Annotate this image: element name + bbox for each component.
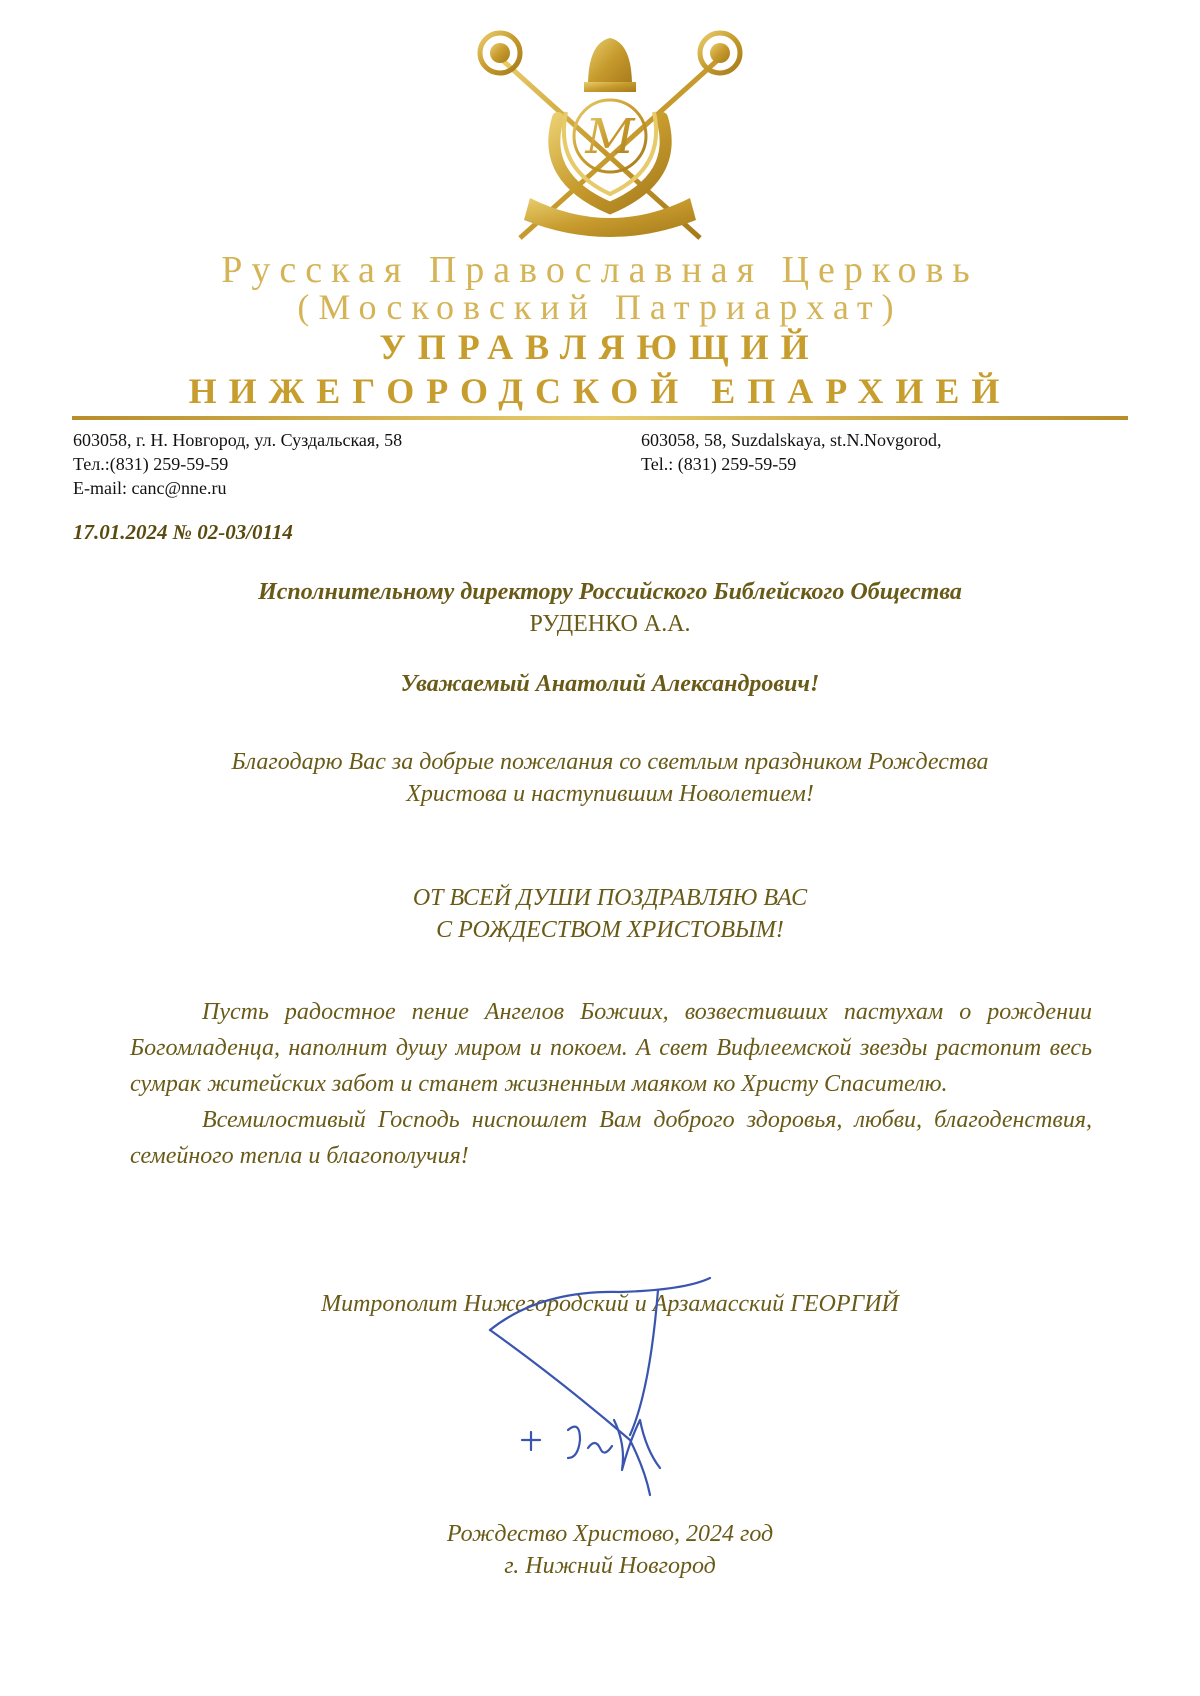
handwritten-signature xyxy=(480,1270,720,1500)
closing-occasion: Рождество Христово, 2024 год xyxy=(446,1521,774,1547)
diocese-emblem xyxy=(470,8,750,248)
congratulation-line-1: ОТ ВСЕЙ ДУШИ ПОЗДРАВЛЯЮ ВАС xyxy=(412,885,808,911)
letter-body xyxy=(130,994,1092,1174)
svg-text:М: М xyxy=(585,109,635,165)
thanks-line-1: Благодарю Вас за добрые пожелания со светлым праздником Рождества xyxy=(231,749,989,775)
patriarchate-name: (Московский Патриархат) xyxy=(297,287,903,327)
thanks-text xyxy=(0,746,1200,810)
body-paragraph-2: Всемилостивый Господь ниспошлет Вам доброго здоровья, любви, благоденствия, семейного тепла и благополучия! xyxy=(130,1107,1092,1169)
outgoing-reference: 17.01.2024 № 02-03/0114 xyxy=(73,520,293,544)
church-name: Русская Православная Церковь xyxy=(221,249,979,291)
greeting: Уважаемый Анатолий Александрович! xyxy=(400,671,820,697)
signer: Митрополит Нижегородский и Арзамасский ГЕОРГИЙ xyxy=(321,1291,899,1317)
congratulation-line-2: С РОЖДЕСТВОМ ХРИСТОВЫМ! xyxy=(436,917,784,943)
office-title-line2: НИЖЕГОРОДСКОЙ ЕПАРХИЕЙ xyxy=(188,371,1012,411)
phone-en: Tel.: (831) 259-59-59 xyxy=(641,454,797,474)
body-paragraph-1: Пусть радостное пение Ангелов Божиих, возвестивших пастухам о рождении Богомладенца, наполнит душу миром и покоем. А свет Вифлеемской звезды растопит весь сумрак житейских забот и станет жизненным маяком ко Христу Спасителю. xyxy=(130,999,1092,1097)
recipient-name: РУДЕНКО А.А. xyxy=(529,611,691,637)
contacts-english xyxy=(641,428,941,476)
office-title-line1: УПРАВЛЯЮЩИЙ xyxy=(379,327,821,367)
header-divider xyxy=(72,416,1128,420)
congratulation xyxy=(0,882,1200,946)
contacts-russian xyxy=(73,428,402,500)
address-en: 603058, 58, Suzdalskaya, st.N.Novgorod, xyxy=(641,430,942,450)
closing-place: г. Нижний Новгород xyxy=(504,1553,716,1579)
emblem-crest-icon xyxy=(470,8,750,248)
phone-ru: Тел.:(831) 259-59-59 xyxy=(73,454,229,474)
email: E-mail: canc@nne.ru xyxy=(73,478,227,498)
signature-icon xyxy=(480,1270,720,1500)
thanks-line-2: Христова и наступившим Новолетием! xyxy=(406,781,814,807)
address-ru: 603058, г. Н. Новгород, ул. Суздальская, 58 xyxy=(73,430,403,450)
recipient-title: Исполнительному директору Российского Библейского Общества xyxy=(258,579,962,605)
closing xyxy=(0,1518,1200,1582)
